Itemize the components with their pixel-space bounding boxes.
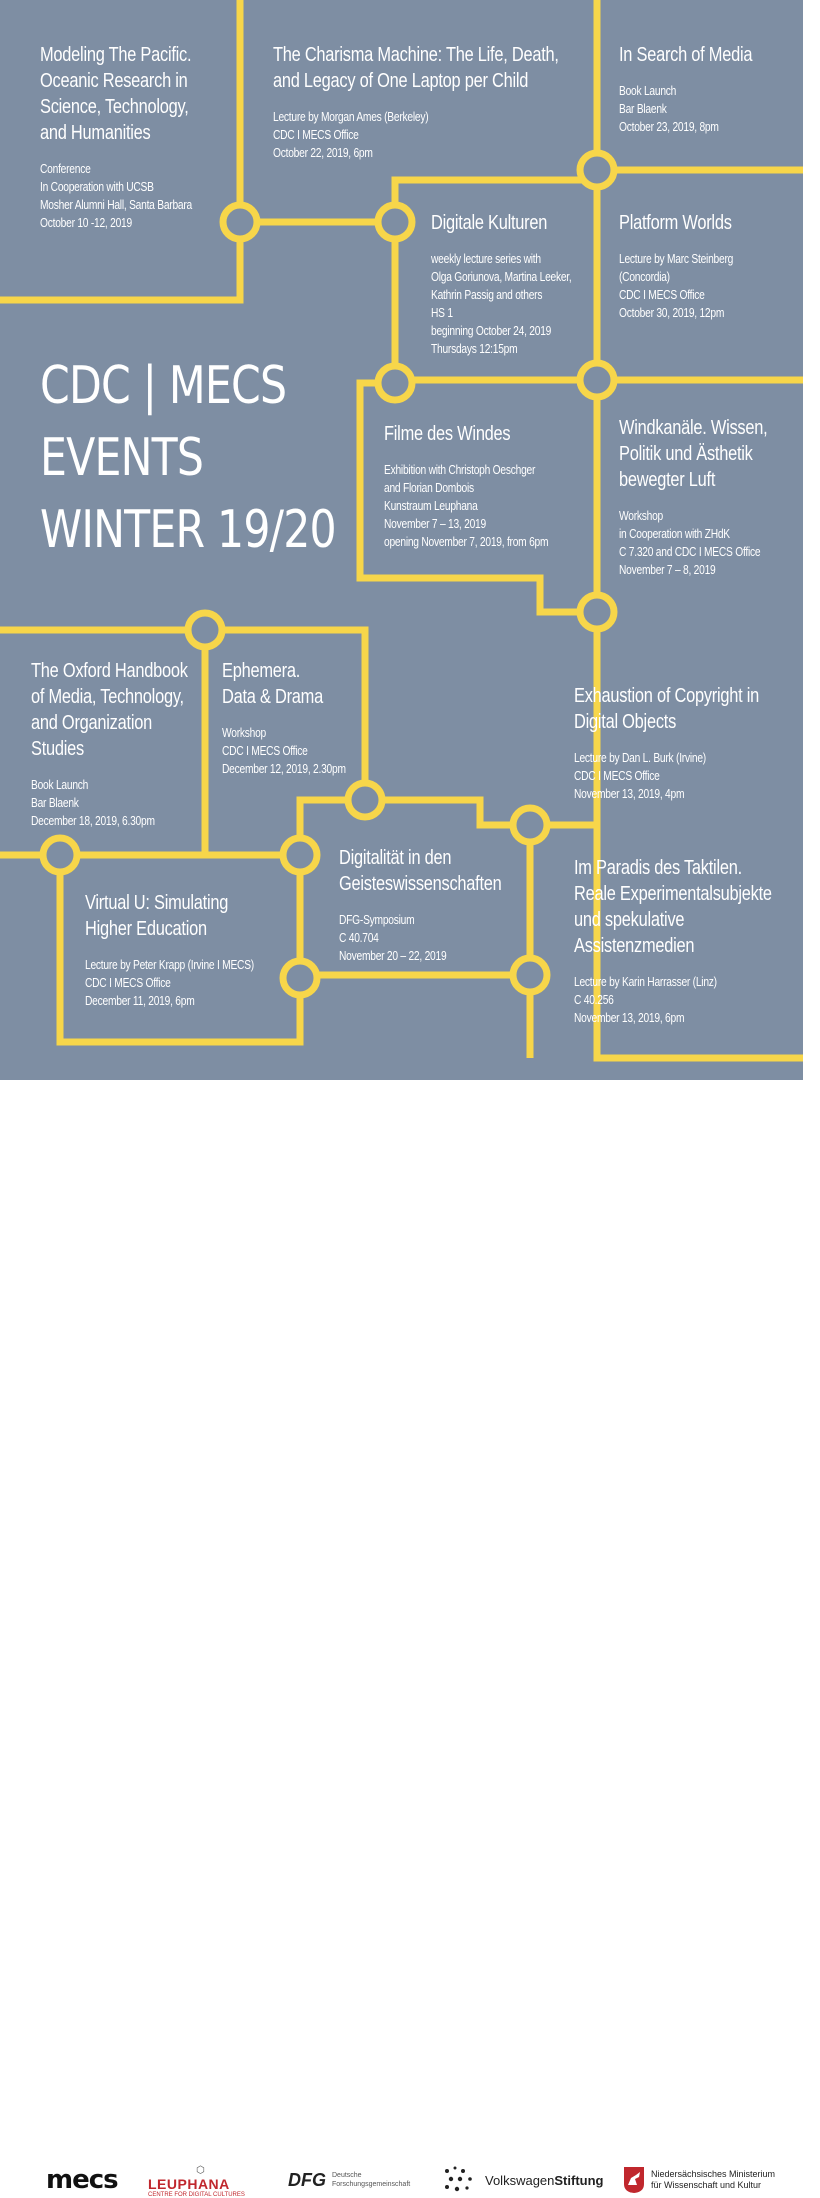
station-digitale — [378, 205, 412, 239]
event-filme-des-windes — [384, 421, 548, 551]
footer-logos — [0, 1080, 820, 2198]
station-media — [580, 153, 614, 187]
event-title: Digitale Kulturen — [431, 212, 548, 234]
event-ephemera — [222, 658, 346, 778]
station-pacific — [223, 205, 257, 239]
event-platform-worlds — [619, 210, 784, 322]
station-filme — [378, 366, 412, 400]
event-title: Platform Worlds — [619, 212, 732, 234]
event-details: Book Launch Bar Blaenk December 18, 2019, 6.30pm — [31, 778, 155, 828]
event-details: Workshop CDC I MECS Office December 12, 2019, 2.30pm — [222, 726, 346, 776]
event-title: In Search of Media — [619, 44, 753, 66]
leuphana-logo: ⬡ LEUPHANA CENTRE FOR DIGITAL CULTURES — [148, 2165, 245, 2198]
station-virtualu-bottom — [283, 961, 317, 995]
dfg-logo: DFG Deutsche Forschungsgemeinschaft — [288, 2169, 411, 2190]
event-title: Virtual U: Simulating Higher Education — [85, 892, 229, 940]
event-pacific — [40, 42, 192, 232]
event-details: Lecture by Karin Harrasser (Linz) C 40.256 November 13, 2019, 6pm — [574, 975, 717, 1025]
event-title: Ephemera. Data & Drama — [222, 660, 323, 708]
event-details: Lecture by Peter Krapp (Irvine I MECS) CDC I MECS Office December 11, 2019, 6pm — [85, 958, 254, 1008]
station-windkanaele — [580, 363, 614, 397]
event-in-search-of-media — [619, 42, 752, 136]
vw-dots-icon — [443, 2165, 479, 2195]
event-title: Exhaustion of Copyright in Digital Objects — [574, 685, 760, 733]
event-details: Lecture by Morgan Ames (Berkeley) CDC I MECS Office October 22, 2019, 6pm — [273, 110, 429, 160]
mecs-logo: mecs — [46, 2165, 118, 2195]
event-digitalitaet — [339, 845, 502, 965]
event-digitale-kulturen — [431, 210, 572, 358]
event-windkanaele — [619, 415, 767, 579]
event-title: Windkanäle. Wissen, Politik und Ästhetik bewegter Luft — [619, 417, 768, 491]
station-digitalitaet — [348, 783, 382, 817]
event-details: DFG-Symposium C 40.704 November 20 – 22, 2019 — [339, 913, 447, 963]
main-title-line-1: CDC | MECS — [40, 356, 287, 416]
main-title-line-3: WINTER 19/20 — [40, 500, 336, 560]
event-title: Filme des Windes — [384, 423, 511, 445]
station-copyright — [580, 595, 614, 629]
event-details: Lecture by Dan L. Burk (Irvine) CDC I MECS Office November 13, 2019, 4pm — [574, 751, 706, 801]
event-im-paradis-des-taktilen — [574, 855, 772, 1027]
station-virtualu-top — [283, 838, 317, 872]
event-details: Conference In Cooperation with UCSB Mosher Alumni Hall, Santa Barbara October 10 -12, 2019 — [40, 162, 192, 230]
main-title-line-2: EVENTS — [40, 428, 204, 488]
event-details: Lecture by Marc Steinberg (Concordia) CDC I MECS Office October 30, 2019, 12pm — [619, 252, 734, 320]
event-title: Modeling The Pacific. Oceanic Research in Science, Technology, and Humanities — [40, 44, 192, 144]
niedersachsen-horse-icon — [623, 2166, 645, 2194]
station-oxford — [43, 838, 77, 872]
event-title: The Oxford Handbook of Media, Technology, and Organization Studies — [31, 660, 188, 760]
event-details: Exhibition with Christoph Oeschger and Florian Dombois Kunstraum Leuphana November 7 – 13, 2019 opening November 7, 2019, from 6pm — [384, 463, 549, 549]
event-title: Im Paradis des Taktilen. Reale Experimentalsubjekte und spekulative Assistenzmedien — [574, 857, 772, 957]
event-exhaustion-of-copyright — [574, 683, 759, 803]
station-ephemera — [188, 613, 222, 647]
event-charisma — [273, 42, 559, 162]
main-title — [40, 350, 336, 566]
station-paradis — [513, 808, 547, 842]
event-title: The Charisma Machine: The Life, Death, and Legacy of One Laptop per Child — [273, 44, 559, 92]
volkswagenstiftung-logo: VolkswagenStiftung — [443, 2165, 603, 2195]
event-oxford-handbook — [31, 658, 188, 830]
event-details: weekly lecture series with Olga Goriunova, Martina Leeker, Kathrin Passig and others HS 1 beginning October 24, 2019 Thursdays 12:15pm — [431, 252, 572, 356]
event-title: Digitalität in den Geisteswissenschaften — [339, 847, 502, 895]
event-details: Workshop in Cooperation with ZHdK C 7.320 and CDC I MECS Office November 7 – 8, 2019 — [619, 509, 761, 577]
station-paradis-bottom — [513, 958, 547, 992]
leuphana-icon: ⬡ — [196, 2165, 205, 2176]
event-details: Book Launch Bar Blaenk October 23, 2019, 8pm — [619, 84, 719, 134]
niedersachsen-logo: Niedersächsisches Ministerium für Wissenschaft und Kultur — [623, 2165, 775, 2195]
event-virtual-u — [85, 890, 254, 1010]
